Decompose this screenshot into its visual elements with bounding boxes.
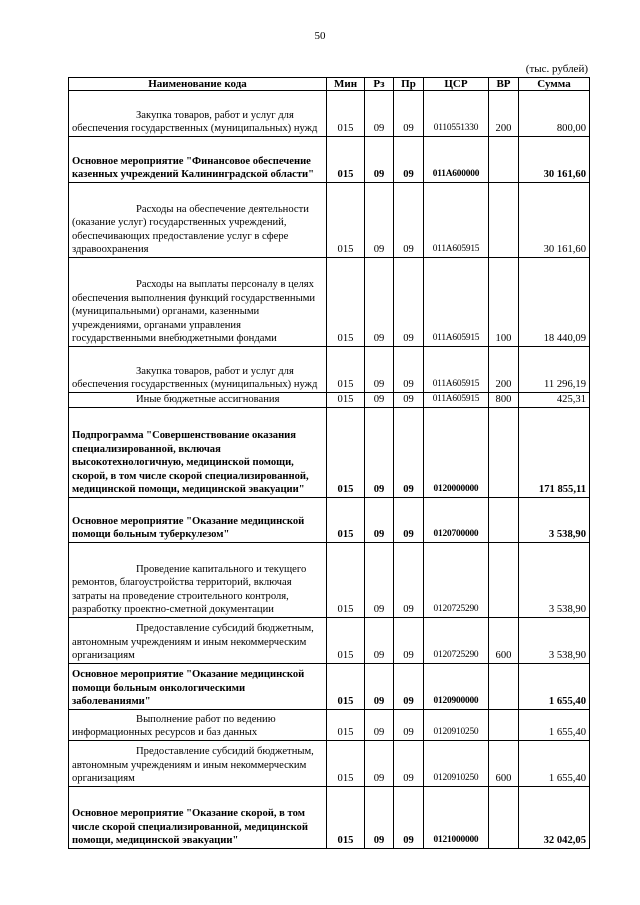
row-vr	[489, 543, 519, 618]
row-pr: 09	[394, 543, 424, 618]
row-rz: 09	[365, 543, 394, 618]
row-pr: 09	[394, 741, 424, 787]
row-rz: 09	[365, 183, 394, 258]
table-row	[69, 741, 590, 787]
row-name: Расходы на выплаты персоналу в целях обеспечения выполнения функций государственными (муниципальными) органами, казенными учреждениями, органами управления государственными внебюджетными фондами	[69, 258, 327, 347]
row-csr: 0120000000	[424, 408, 489, 498]
row-name: Предоставление субсидий бюджетным, автономным учреждениям и иным некоммерческим организациям	[69, 741, 327, 787]
row-sum: 425,31	[519, 393, 590, 408]
row-sum: 171 855,11	[519, 408, 590, 498]
row-rz: 09	[365, 741, 394, 787]
row-vr: 800	[489, 393, 519, 408]
row-min: 015	[327, 183, 365, 258]
row-name: Закупка товаров, работ и услуг для обеспечения государственных (муниципальных) нужд	[69, 91, 327, 137]
row-sum: 3 538,90	[519, 498, 590, 543]
row-min: 015	[327, 347, 365, 393]
row-name: Основное мероприятие "Оказание медицинской помощи больным онкологическими заболеваниями"	[69, 664, 327, 710]
row-min: 015	[327, 91, 365, 137]
row-name: Иные бюджетные ассигнования	[69, 393, 327, 408]
row-csr: 011А605915	[424, 183, 489, 258]
row-pr: 09	[394, 710, 424, 741]
table-row	[69, 618, 590, 664]
table-row	[69, 393, 590, 408]
row-name: Предоставление субсидий бюджетным, автономным учреждениям и иным некоммерческим организациям	[69, 618, 327, 664]
row-pr: 09	[394, 137, 424, 183]
row-vr	[489, 137, 519, 183]
row-name: Основное мероприятие "Оказание медицинской помощи больным туберкулезом"	[69, 498, 327, 543]
row-csr: 0120910250	[424, 710, 489, 741]
row-sum: 30 161,60	[519, 137, 590, 183]
row-csr: 0120910250	[424, 741, 489, 787]
row-rz: 09	[365, 710, 394, 741]
row-min: 015	[327, 787, 365, 849]
row-min: 015	[327, 393, 365, 408]
col-header-pr: Пр	[394, 78, 424, 91]
row-name: Основное мероприятие "Оказание скорой, в том числе скорой специализированной, медицинской помощи, медицинской эвакуации"	[69, 787, 327, 849]
row-pr: 09	[394, 393, 424, 408]
row-sum: 32 042,05	[519, 787, 590, 849]
col-header-csr: ЦСР	[424, 78, 489, 91]
row-rz: 09	[365, 787, 394, 849]
row-csr: 0120725290	[424, 543, 489, 618]
row-sum: 30 161,60	[519, 183, 590, 258]
row-csr: 0120900000	[424, 664, 489, 710]
table-row	[69, 543, 590, 618]
row-vr	[489, 498, 519, 543]
row-csr: 0121000000	[424, 787, 489, 849]
row-rz: 09	[365, 91, 394, 137]
units-label: (тыс. рублей)	[525, 63, 588, 75]
row-pr: 09	[394, 664, 424, 710]
row-vr	[489, 664, 519, 710]
table-row	[69, 498, 590, 543]
row-csr: 0110551330	[424, 91, 489, 137]
row-vr	[489, 408, 519, 498]
row-sum: 1 655,40	[519, 710, 590, 741]
row-name: Проведение капитального и текущего ремонтов, благоустройства территорий, включая затраты на проведение строительного контроля, разработку проектно-сметной документации	[69, 543, 327, 618]
col-header-rz: Рз	[365, 78, 394, 91]
row-name: Основное мероприятие "Финансовое обеспечение казенных учреждений Калининградской области"	[69, 137, 327, 183]
table-row	[69, 664, 590, 710]
row-min: 015	[327, 618, 365, 664]
table-row	[69, 787, 590, 849]
row-vr: 100	[489, 258, 519, 347]
row-rz: 09	[365, 408, 394, 498]
row-sum: 18 440,09	[519, 258, 590, 347]
table-row	[69, 347, 590, 393]
table-row	[69, 258, 590, 347]
row-rz: 09	[365, 618, 394, 664]
row-name: Выполнение работ по ведению информационных ресурсов и баз данных	[69, 710, 327, 741]
col-header-sum: Сумма	[519, 78, 590, 91]
row-csr: 011А605915	[424, 347, 489, 393]
row-vr: 600	[489, 618, 519, 664]
row-vr	[489, 183, 519, 258]
row-sum: 3 538,90	[519, 543, 590, 618]
row-rz: 09	[365, 664, 394, 710]
row-pr: 09	[394, 498, 424, 543]
header-row	[69, 78, 590, 91]
row-min: 015	[327, 498, 365, 543]
table-row	[69, 91, 590, 137]
row-sum: 800,00	[519, 91, 590, 137]
row-min: 015	[327, 710, 365, 741]
row-min: 015	[327, 408, 365, 498]
row-rz: 09	[365, 347, 394, 393]
col-header-vr: ВР	[489, 78, 519, 91]
table-row	[69, 408, 590, 498]
row-min: 015	[327, 137, 365, 183]
row-pr: 09	[394, 258, 424, 347]
row-sum: 1 655,40	[519, 664, 590, 710]
col-header-name: Наименование кода	[69, 78, 327, 91]
row-csr: 011А600000	[424, 137, 489, 183]
row-rz: 09	[365, 137, 394, 183]
row-vr	[489, 710, 519, 741]
row-name: Расходы на обеспечение деятельности (оказание услуг) государственных учреждений, обеспечивающих предоставление услуг в сфере здравоохранения	[69, 183, 327, 258]
row-rz: 09	[365, 258, 394, 347]
row-csr: 0120700000	[424, 498, 489, 543]
row-sum: 11 296,19	[519, 347, 590, 393]
row-csr: 011А605915	[424, 393, 489, 408]
row-vr: 200	[489, 91, 519, 137]
row-sum: 3 538,90	[519, 618, 590, 664]
table-row	[69, 710, 590, 741]
row-pr: 09	[394, 347, 424, 393]
row-min: 015	[327, 258, 365, 347]
row-rz: 09	[365, 393, 394, 408]
row-min: 015	[327, 543, 365, 618]
row-pr: 09	[394, 787, 424, 849]
row-vr: 200	[489, 347, 519, 393]
row-pr: 09	[394, 91, 424, 137]
row-sum: 1 655,40	[519, 741, 590, 787]
row-name: Подпрограмма "Совершенствование оказания специализированной, включая высокотехнологичную, медицинской помощи, скорой, в том числе скорой специализированной, медицинской помощи, медицинской эвакуации"	[69, 408, 327, 498]
table-row	[69, 183, 590, 258]
row-rz: 09	[365, 498, 394, 543]
row-pr: 09	[394, 183, 424, 258]
budget-table	[68, 77, 590, 849]
row-name: Закупка товаров, работ и услуг для обеспечения государственных (муниципальных) нужд	[69, 347, 327, 393]
row-csr: 0120725290	[424, 618, 489, 664]
row-vr	[489, 787, 519, 849]
row-min: 015	[327, 741, 365, 787]
row-min: 015	[327, 664, 365, 710]
page-number: 50	[314, 30, 326, 42]
table-row	[69, 137, 590, 183]
row-csr: 011А605915	[424, 258, 489, 347]
row-pr: 09	[394, 618, 424, 664]
col-header-min: Мин	[327, 78, 365, 91]
table-body	[69, 91, 590, 849]
row-pr: 09	[394, 408, 424, 498]
row-vr: 600	[489, 741, 519, 787]
